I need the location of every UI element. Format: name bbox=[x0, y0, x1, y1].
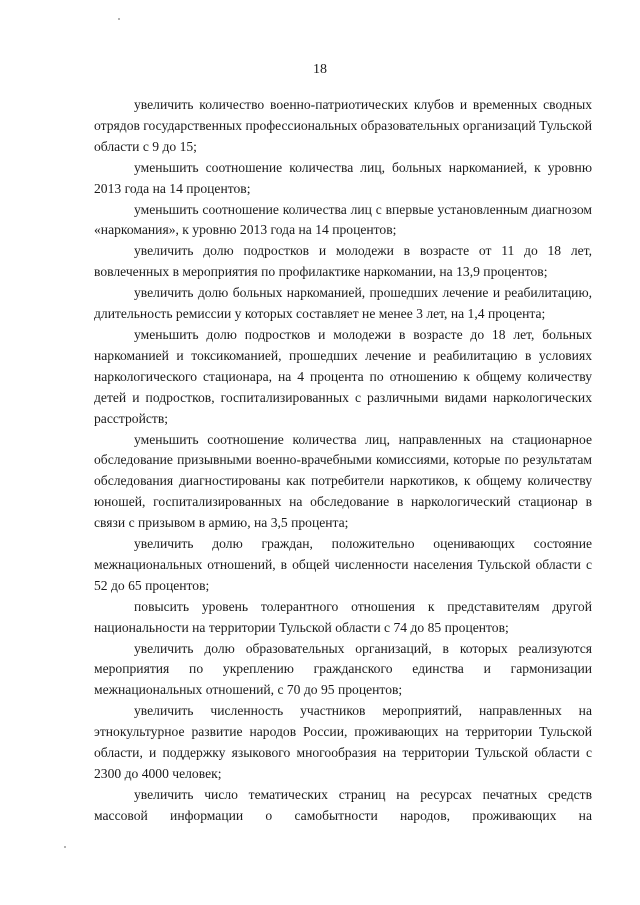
paragraph: увеличить долю больных наркоманией, прошедших лечение и реабилитацию, длительность ремиссии у которых составляет не менее 3 лет, на 1,4 процента; bbox=[94, 285, 592, 322]
paragraph: увеличить количество военно-патриотических клубов и временных сводных отрядов государственных профессиональных образовательных организаций Тульской области с 9 до 15; bbox=[94, 97, 592, 154]
document-body bbox=[94, 95, 592, 827]
paragraph: увеличить число тематических страниц на ресурсах печатных средств массовой информации о самобытности народов, проживающих на bbox=[94, 786, 592, 823]
paragraph: увеличить численность участников мероприятий, направленных на этнокультурное развитие народов России, проживающих на территории Тульской области, и поддержку языкового многообразия на территории Тульской области с 2300 до 4000 человек; bbox=[94, 703, 592, 781]
paragraph: уменьшить соотношение количества лиц, направленных на стационарное обследование призывными военно-врачебными комиссиями, которые по результатам обследования диагностированы как потребители наркотиков, к общему количеству юношей, госпитализированных на обследование в наркологический стационар в связи с призывом в армию, на 3,5 процента; bbox=[94, 431, 592, 531]
paragraph: уменьшить соотношение количества лиц, больных наркоманией, к уровню 2013 года на 14 процентов; bbox=[94, 159, 592, 196]
paragraph: увеличить долю граждан, положительно оценивающих состояние межнациональных отношений, в общей численности населения Тульской области с 52 до 65 процентов; bbox=[94, 536, 592, 593]
scan-speck bbox=[118, 18, 120, 20]
paragraph: увеличить долю подростков и молодежи в возрасте от 11 до 18 лет, вовлеченных в мероприятия по профилактике наркомании, на 13,9 процентов; bbox=[94, 243, 592, 280]
page-number: 18 bbox=[313, 62, 327, 77]
paragraph: уменьшить долю подростков и молодежи в возрасте до 18 лет, больных наркоманией и токсикоманией, прошедших лечение и реабилитацию в условиях наркологического стационара, на 4 процента по отношению к общему количеству детей и подростков, госпитализированных с различными видами наркологических расстройств; bbox=[94, 326, 592, 426]
paragraph: уменьшить соотношение количества лиц с впервые установленным диагнозом «наркомания», к уровню 2013 года на 14 процентов; bbox=[94, 201, 592, 238]
scan-speck bbox=[64, 846, 66, 848]
paragraph: увеличить долю образовательных организаций, в которых реализуются мероприятия по укреплению гражданского единства и гармонизации межнациональных отношений, с 70 до 95 процентов; bbox=[94, 640, 592, 698]
paragraph: повысить уровень толерантного отношения к представителям другой национальности на территории Тульской области с 74 до 85 процентов; bbox=[94, 598, 592, 635]
